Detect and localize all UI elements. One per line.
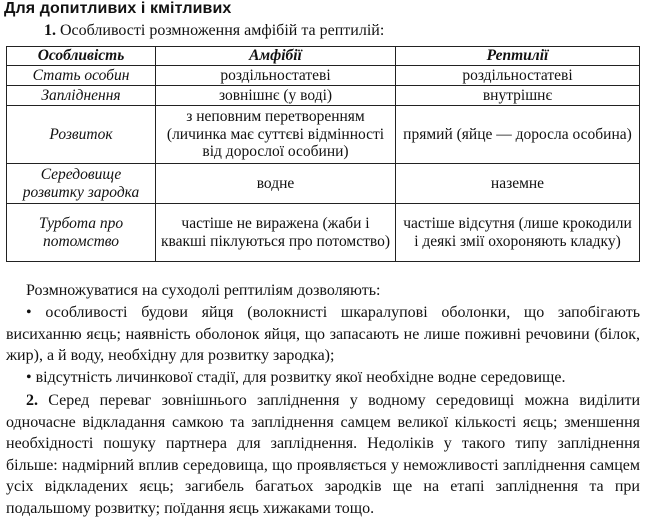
header-reptiles: Рептилії <box>396 47 640 66</box>
row-amphibians: роздільностатеві <box>156 66 396 86</box>
row-feature: Запліднення <box>7 86 156 106</box>
table-row <box>7 106 640 164</box>
section-heading: Для допитливих і кмітливих <box>4 0 232 17</box>
table-header-row <box>7 47 640 66</box>
header-feature: Особливість <box>7 47 156 66</box>
row-amphibians: з неповним перетворенням (личинка має суттєві відмінності від дорослої особини) <box>156 106 396 164</box>
row-feature: Розвиток <box>7 106 156 164</box>
question-2-text: Серед переваг зовнішнього запліднення у водному середовищі можна виділити одночасне відкладання самкою та запліднення самцем великої кількості яєць; зменшення необхідності пошуку партнера для запліднення. Недоліків у такого типу запліднення більше: надмірний вплив середовища, що проявляється у неможливості запліднення самцем усіх відкладених яєць; загибель багатьох зародків ще на етапі запліднення та при подальшому розвитку; поїдання яєць хижаками тощо. <box>6 392 640 517</box>
row-reptiles: роздільностатеві <box>396 66 640 86</box>
row-reptiles: наземне <box>396 164 640 204</box>
question-1 <box>44 22 384 40</box>
bullet-item: • особливості будови яйця (волокнисті шкаралупові оболонки, що запобігають висиханню яєць; наявність оболонок яйця, що запасають не лише поживні речовини (білок, жир), а й воду, необхідну для розвитку зародка); <box>6 302 640 367</box>
row-feature: Стать особин <box>7 66 156 86</box>
question-2 <box>6 390 640 519</box>
row-feature: Середовище розвитку зародка <box>7 164 156 204</box>
header-amphibians: Амфібії <box>156 47 396 66</box>
question-1-text: Особливості розмноження амфібій та рептилій: <box>60 22 385 39</box>
reproduction-table <box>6 46 640 262</box>
question-2-number: 2. <box>26 392 38 409</box>
row-reptiles: внутрішнє <box>396 86 640 106</box>
table-row <box>7 164 640 204</box>
table-row <box>7 86 640 106</box>
row-amphibians: водне <box>156 164 396 204</box>
row-reptiles: частіше відсутня (лише крокодили і деякі змії охороняють кладку) <box>396 204 640 262</box>
bullet-item: • відсутність личинкової стадії, для розвитку якої необхідне водне середовище. <box>6 367 640 389</box>
table-row <box>7 66 640 86</box>
land-reproduction-intro: Розмножуватися на суходолі рептиліям дозволяють: <box>26 282 381 299</box>
row-amphibians: частіше не виражена (жаби і квакші піклуються про потомство) <box>156 204 396 262</box>
row-amphibians: зовнішнє (у воді) <box>156 86 396 106</box>
table-row <box>7 204 640 262</box>
question-1-number: 1. <box>44 22 56 39</box>
row-reptiles: прямий (яйце — доросла особина) <box>396 106 640 164</box>
row-feature: Турбота про потомство <box>7 204 156 262</box>
